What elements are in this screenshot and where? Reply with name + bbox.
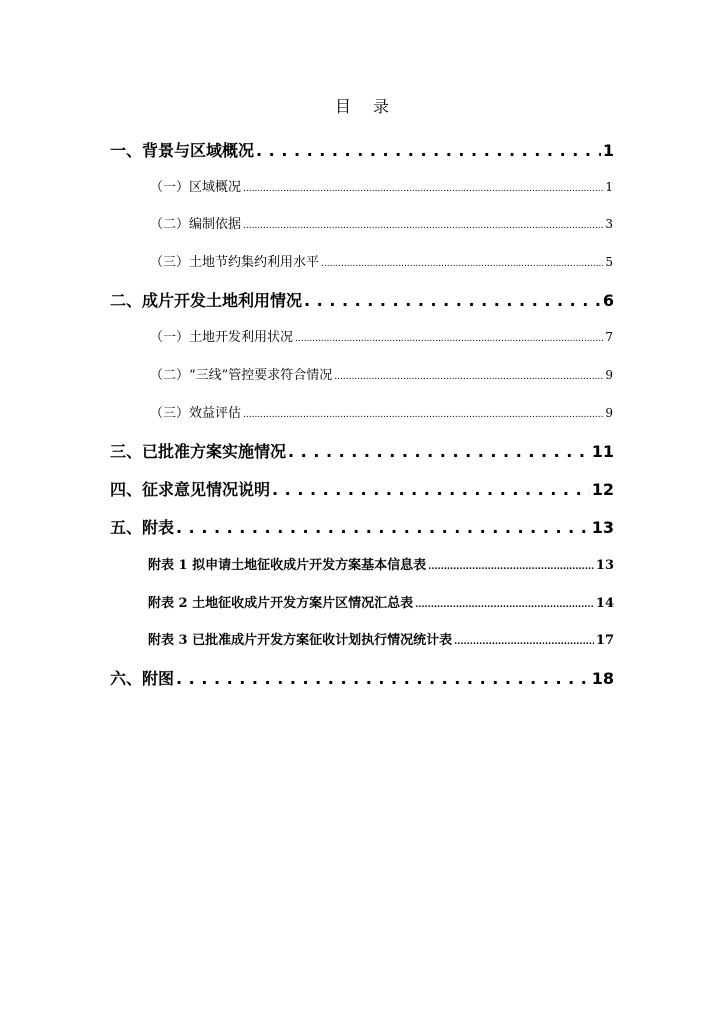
toc-entry-appendix-table-3[interactable]: [148, 629, 614, 648]
toc-entry-page: 14: [595, 596, 614, 611]
toc-entry-label: （二）“三线”管控要求符合情况: [150, 368, 333, 383]
toc-entry-page: 18: [591, 669, 614, 688]
toc-entry-page: 1: [602, 141, 614, 160]
toc-entry-label: 附表 1 拟申请土地征收成片开发方案基本信息表: [148, 558, 427, 573]
toc-leader: [334, 368, 603, 383]
toc-entry-page: 7: [605, 330, 613, 344]
page-title: [0, 94, 724, 117]
toc-entry-section-4[interactable]: [110, 477, 614, 500]
toc-entry-label: （一）区域概况: [150, 180, 242, 195]
toc-entry-2-1[interactable]: [150, 326, 613, 345]
toc-entry-label: （二）编制依据: [150, 217, 242, 232]
toc-leader: [415, 596, 594, 611]
toc-leader: [243, 217, 603, 232]
toc-leader: [272, 480, 590, 499]
toc-leader: [295, 330, 603, 345]
toc-entry-page: 13: [595, 558, 614, 573]
toc-entry-2-2[interactable]: [150, 364, 613, 383]
toc-entry-page: 5: [605, 255, 613, 269]
toc-entry-label: 一、背景与区域概况: [110, 141, 255, 160]
toc-leader: [428, 558, 594, 573]
toc-entry-label: （三）效益评估: [150, 406, 242, 421]
toc-leader: [256, 141, 601, 160]
toc-entry-label: 三、已批准方案实施情况: [110, 442, 287, 461]
toc-entry-2-3[interactable]: [150, 402, 613, 421]
toc-leader: [321, 255, 603, 270]
toc-entry-label: （三）土地节约集约利用水平: [150, 255, 320, 270]
toc-entry-page: 1: [605, 180, 613, 194]
page-title-char-2: 录: [373, 97, 390, 116]
toc-entry-label: 附表 2 土地征收成片开发方案片区情况汇总表: [148, 596, 414, 611]
toc-entry-page: 17: [595, 633, 614, 648]
page-title-char-1: 目: [334, 97, 351, 116]
toc-entry-page: 9: [605, 368, 613, 382]
toc-entry-1-2[interactable]: [150, 213, 613, 232]
toc-entry-page: 11: [591, 442, 614, 461]
toc-entry-appendix-table-2[interactable]: [148, 592, 614, 611]
toc-entry-label: 二、成片开发土地利用情况: [110, 291, 303, 310]
toc-entry-section-6[interactable]: [110, 666, 614, 689]
toc-entry-section-5[interactable]: [110, 515, 614, 538]
toc-entry-label: 五、附表: [110, 518, 175, 537]
toc-entry-page: 13: [591, 518, 614, 537]
toc-entry-section-2[interactable]: [110, 288, 614, 311]
toc-entry-appendix-table-1[interactable]: [148, 554, 614, 573]
toc-leader: [243, 180, 603, 195]
toc-entry-label: 六、附图: [110, 669, 175, 688]
toc-entry-1-3[interactable]: [150, 251, 613, 270]
toc-entry-page: 3: [605, 217, 613, 231]
toc-entry-label: （一）土地开发利用状况: [150, 330, 294, 345]
toc-entry-label: 附表 3 已批准成片开发方案征收计划执行情况统计表: [148, 633, 453, 648]
toc-leader: [304, 291, 601, 310]
toc-leader: [243, 406, 603, 421]
toc-entry-page: 6: [602, 291, 614, 310]
toc-entry-section-3[interactable]: [110, 439, 614, 462]
toc-entry-page: 9: [605, 406, 613, 420]
toc-leader: [176, 518, 590, 537]
toc-entry-label: 四、征求意见情况说明: [110, 480, 271, 499]
toc-entry-page: 12: [591, 480, 614, 499]
toc-leader: [288, 442, 590, 461]
toc-entry-1-1[interactable]: [150, 176, 613, 195]
toc-entry-section-1[interactable]: [110, 138, 614, 161]
toc-leader: [454, 633, 594, 648]
toc-leader: [176, 669, 590, 688]
